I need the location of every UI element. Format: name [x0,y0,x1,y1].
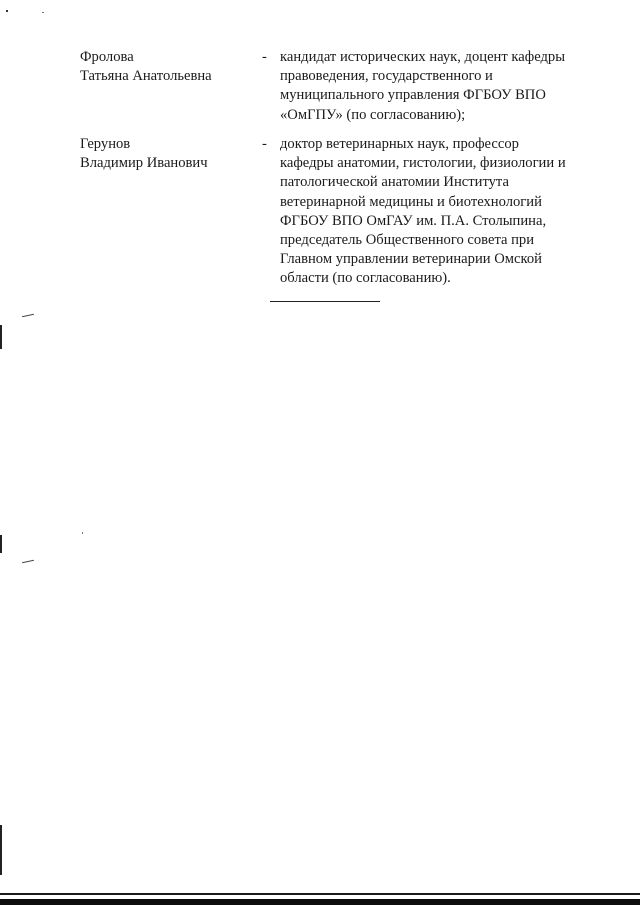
member-given-names: Татьяна Анатольевна [80,68,212,85]
member-name [80,48,250,86]
description-line: «ОмГПУ» (по согласованию); [280,106,466,123]
scan-speck [6,10,8,12]
description-line: области (по согласованию). [280,270,451,287]
description-line: ФГБОУ ВПО ОмГАУ им. П.А. Столыпина, [280,212,547,229]
description-line: Главном управлении ветеринарии Омской [280,251,542,268]
member-surname: Герунов [80,136,131,152]
member-given-names: Владимир Иванович [80,155,208,172]
end-of-list-rule [270,301,380,302]
member-description [280,135,580,289]
description-line: патологической анатомии Института [280,174,509,191]
scan-mark [22,560,34,563]
description-line: правоведения, государственного и [280,68,493,85]
scan-edge-shadow [0,325,2,349]
scan-speck [42,12,44,13]
description-line: муниципального управления ФГБОУ ВПО [280,87,546,104]
scan-bottom-border [0,893,640,895]
scan-speck [82,532,83,534]
description-line: кафедры анатомии, гистологии, физиологии и [280,155,566,172]
scan-edge-shadow [0,535,2,553]
scan-mark [22,314,34,317]
description-line: председатель Общественного совета при [280,232,535,249]
entry-dash: - [262,136,267,152]
entry-dash: - [262,49,267,65]
member-name [80,135,250,173]
scan-edge-shadow [0,825,2,875]
scan-bottom-border [0,899,640,905]
description-line: доктор ветеринарных наук, профессор [280,136,519,152]
member-description [280,48,580,125]
description-line: кандидат исторических наук, доцент кафедры [280,49,566,65]
description-line: ветеринарной медицины и биотехнологий [280,193,542,210]
member-surname: Фролова [80,49,134,65]
